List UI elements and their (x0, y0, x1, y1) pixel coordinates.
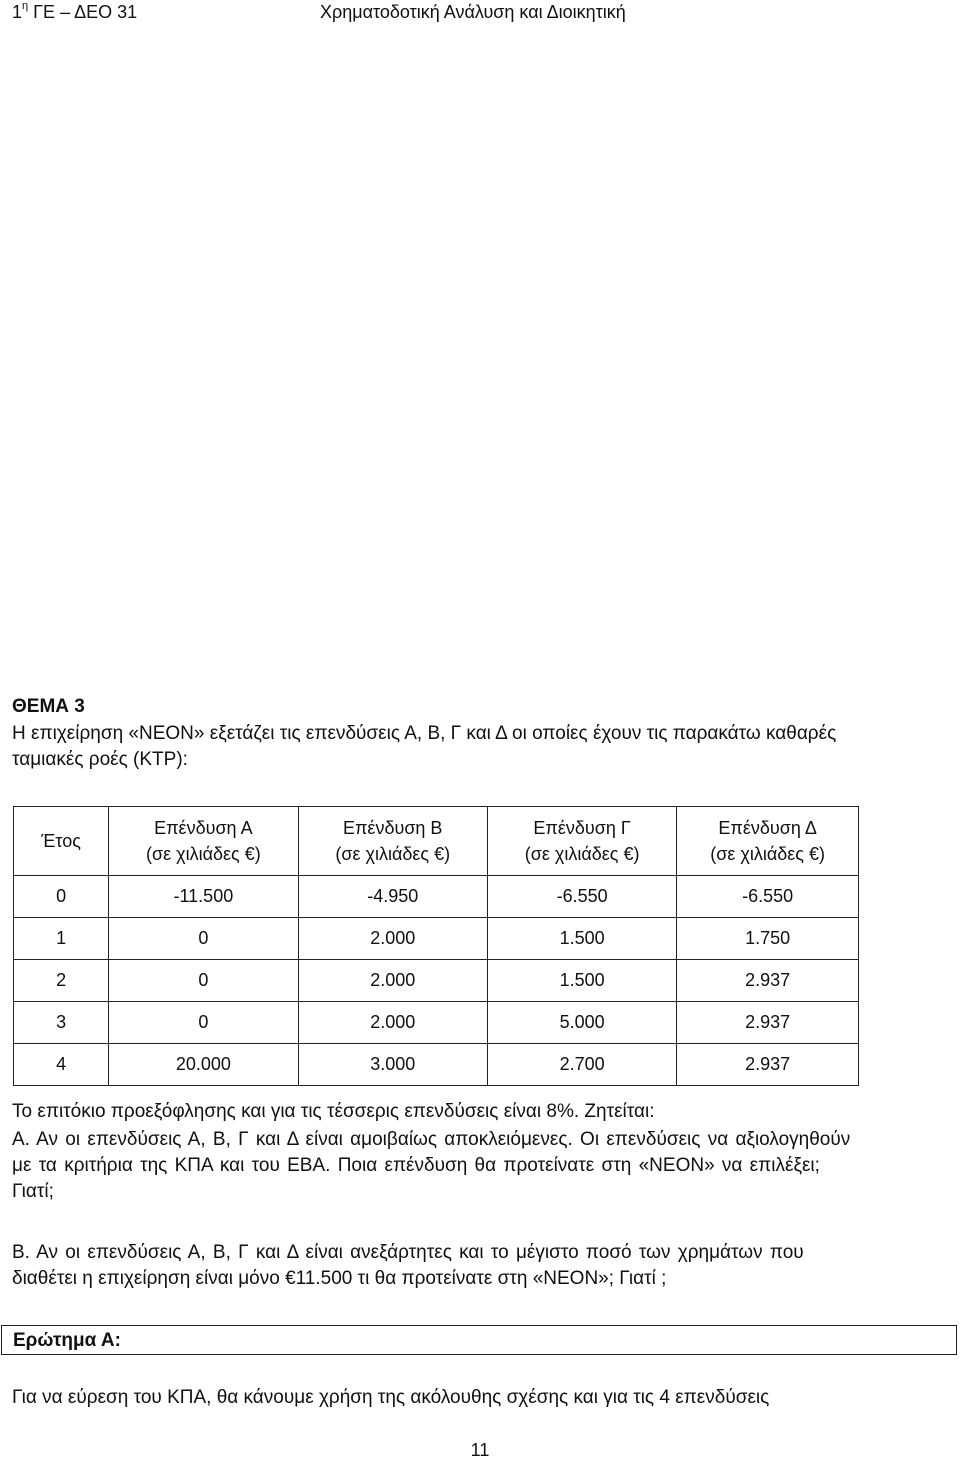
investment-header-b (298, 807, 487, 876)
cell-b: 2.000 (298, 1002, 487, 1044)
cell-d: -6.550 (677, 876, 859, 918)
investment-name: Επένδυση Α (154, 818, 253, 838)
table-row (14, 876, 859, 918)
question-a (12, 1127, 948, 1205)
cell-b: 2.000 (298, 960, 487, 1002)
year-cell: 4 (14, 1044, 109, 1086)
investment-unit: (σε χιλιάδες €) (524, 844, 640, 864)
question-a-line: με τα κριτήρια της ΚΠΑ και του ΕΒΑ. Ποια επένδυση θα προτείνατε στη «ΝΕΟΝ» να επιλέξει; (12, 1155, 820, 1176)
investment-header-a (109, 807, 298, 876)
cell-d: 1.750 (677, 918, 859, 960)
cell-a: 20.000 (109, 1044, 298, 1086)
investment-name: Επένδυση Γ (533, 818, 631, 838)
investment-name: Επένδυση Β (343, 818, 443, 838)
cell-c: 2.700 (487, 1044, 676, 1086)
cell-c: 1.500 (487, 918, 676, 960)
investment-unit: (σε χιλιάδες €) (146, 844, 261, 864)
cell-b: 2.000 (298, 918, 487, 960)
investment-unit: (σε χιλιάδες €) (710, 844, 825, 864)
cash-flow-table (13, 806, 859, 1086)
table-row (14, 918, 859, 960)
cell-c: 5.000 (487, 1002, 676, 1044)
year-cell: 2 (14, 960, 109, 1002)
page-header (12, 2, 948, 24)
intro-line: Η επιχείρηση «ΝΕΟΝ» εξετάζει τις επενδύσεις Α, Β, Γ και Δ οι οποίες έχουν τις παρακάτω καθαρές (12, 723, 837, 744)
table-header-row (14, 807, 859, 876)
investment-header-d (677, 807, 859, 876)
investment-header-c (487, 807, 676, 876)
year-cell: 0 (14, 876, 109, 918)
course-label: $1^\eta$ ΓΕ – ΔΕΟ 31 (12, 0, 138, 22)
investment-unit: (σε χιλιάδες €) (335, 844, 451, 864)
cell-a: -11.500 (109, 876, 298, 918)
discount-rate-text: Το επιτόκιο προεξόφλησης και για τις τέσσερις επενδύσεις είναι 8%. Ζητείται: (12, 1101, 655, 1122)
question-b (12, 1240, 948, 1292)
cell-a: 0 (109, 1002, 298, 1044)
question-b-line: διαθέτει η επιχείρηση είναι μόνο €11.500 τι θα προτείνατε στη «ΝΕΟΝ»; Γιατί ; (12, 1268, 667, 1289)
table-row (14, 960, 859, 1002)
page-number: 11 (470, 1440, 490, 1460)
year-cell: 3 (14, 1002, 109, 1044)
npv-intro-text: Για να εύρεση του ΚΠΑ, θα κάνουμε χρήση της ακόλουθης σχέσης και για τις 4 επενδύσεις (12, 1387, 770, 1408)
cell-a: 0 (109, 918, 298, 960)
cell-d: 2.937 (677, 960, 859, 1002)
cell-d: 2.937 (677, 1044, 859, 1086)
cell-b: 3.000 (298, 1044, 487, 1086)
table-row (14, 1002, 859, 1044)
year-cell: 1 (14, 918, 109, 960)
cell-c: -6.550 (487, 876, 676, 918)
cell-d: 2.937 (677, 1002, 859, 1044)
theme-title: ΘΕΜΑ 3 (12, 696, 85, 717)
year-header: Έτος (14, 807, 109, 876)
subject-label: Χρηματοδοτική Ανάλυση και Διοικητική (320, 2, 626, 22)
intro-line: ταμιακές ροές (ΚΤΡ): (12, 749, 188, 770)
theme-intro (12, 721, 948, 773)
cell-b: -4.950 (298, 876, 487, 918)
cell-a: 0 (109, 960, 298, 1002)
question-b-line: Β. Αν οι επενδύσεις Α, Β, Γ και Δ είναι ανεξάρτητες και το μέγιστο ποσό των χρημάτων που (12, 1242, 804, 1263)
answer-a-heading: Ερώτημα Α: (1, 1325, 957, 1355)
question-a-line: Α. Αν οι επενδύσεις Α, Β, Γ και Δ είναι αμοιβαίως αποκλειόμενες. Οι επενδύσεις να αξιολογηθούν (12, 1129, 851, 1150)
question-a-line: Γιατί; (12, 1181, 54, 1202)
investment-name: Επένδυση Δ (718, 818, 817, 838)
table-row (14, 1044, 859, 1086)
cell-c: 1.500 (487, 960, 676, 1002)
